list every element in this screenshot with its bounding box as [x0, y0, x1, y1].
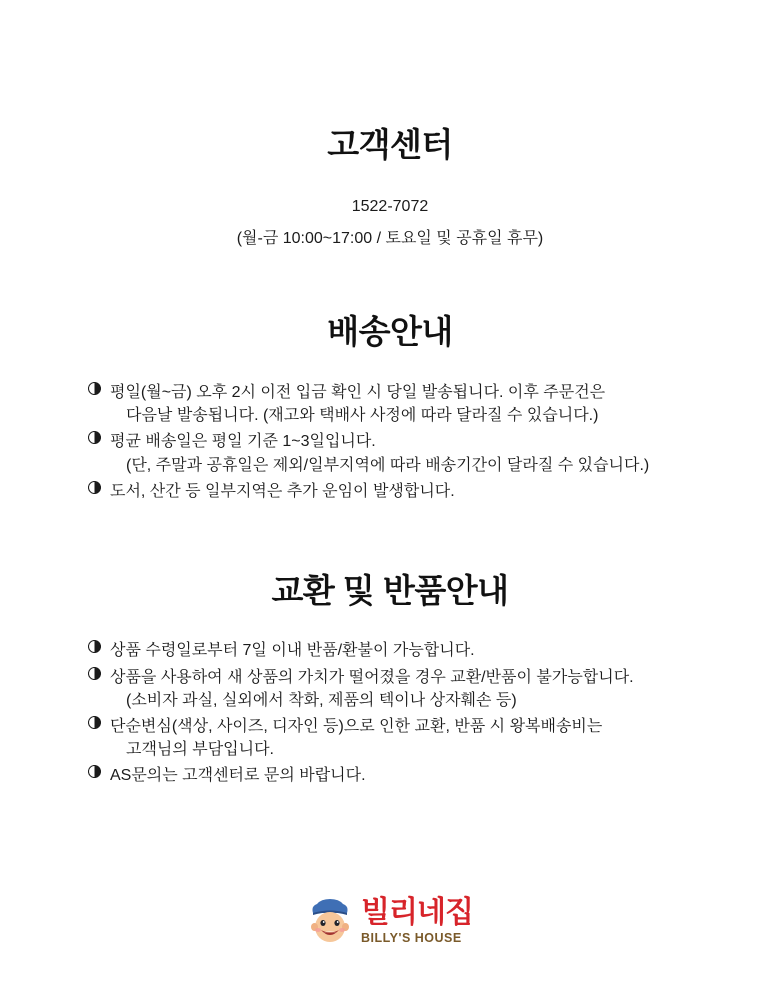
brand-name-kr: 빌리네집	[361, 895, 473, 929]
list-item-subtext: 고객님의 부담입니다.	[126, 741, 274, 759]
list-item	[88, 764, 720, 787]
half-circle-bullet-icon	[88, 481, 101, 494]
page-title: 고객센터	[327, 126, 453, 164]
exchange-section-title: 교환 및 반품안내	[271, 572, 509, 610]
list-item-text: 상품 수령일로부터 7일 이내 반품/환불이 가능합니다.	[110, 642, 475, 660]
list-item	[88, 715, 720, 761]
billys-house-mascot-icon	[307, 897, 353, 945]
list-item	[88, 480, 720, 503]
shipping-section-title: 배송안내	[327, 313, 453, 351]
list-item-subtext: (소비자 과실, 실외에서 착화, 제품의 텍이나 상자훼손 등)	[126, 691, 517, 709]
half-circle-bullet-icon	[88, 716, 101, 729]
half-circle-bullet-icon	[88, 765, 101, 778]
page-content	[0, 22, 780, 997]
customer-center-hours: (월-금 10:00~17:00 / 토요일 및 공휴일 휴무)	[236, 230, 544, 248]
list-item	[88, 666, 720, 712]
list-item	[88, 430, 720, 476]
list-item-subtext: 다음날 발송됩니다. (재고와 택배사 사정에 따라 달라질 수 있습니다.)	[126, 407, 599, 425]
half-circle-bullet-icon	[88, 667, 101, 680]
list-item-text: 평균 배송일은 평일 기준 1~3일입니다.	[110, 433, 376, 451]
list-item-text: 평일(월~금) 오후 2시 이전 입금 확인 시 당일 발송됩니다. 이후 주문건은	[110, 384, 606, 402]
brand-name-en: BILLY'S HOUSE	[361, 930, 462, 945]
customer-center-phone: 1522-7072	[351, 198, 429, 216]
list-item	[88, 381, 720, 427]
footer	[0, 897, 780, 945]
brand-text	[361, 895, 473, 945]
shipping-list	[60, 381, 720, 503]
half-circle-bullet-icon	[88, 431, 101, 444]
list-item	[88, 639, 720, 662]
brand-logo	[307, 897, 473, 945]
half-circle-bullet-icon	[88, 382, 101, 395]
list-item-text: 도서, 산간 등 일부지역은 추가 운임이 발생합니다.	[110, 482, 455, 500]
list-item-subtext: (단, 주말과 공휴일은 제외/일부지역에 따라 배송기간이 달라질 수 있습니다.)	[126, 456, 650, 474]
exchange-list	[60, 639, 720, 787]
list-item-text: 단순변심(색상, 사이즈, 디자인 등)으로 인한 교환, 반품 시 왕복배송비는	[110, 717, 603, 735]
list-item-text: AS문의는 고객센터로 문의 바랍니다.	[110, 767, 366, 785]
half-circle-bullet-icon	[88, 640, 101, 653]
list-item-text: 상품을 사용하여 새 상품의 가치가 떨어졌을 경우 교환/반품이 불가능합니다.	[110, 668, 634, 686]
